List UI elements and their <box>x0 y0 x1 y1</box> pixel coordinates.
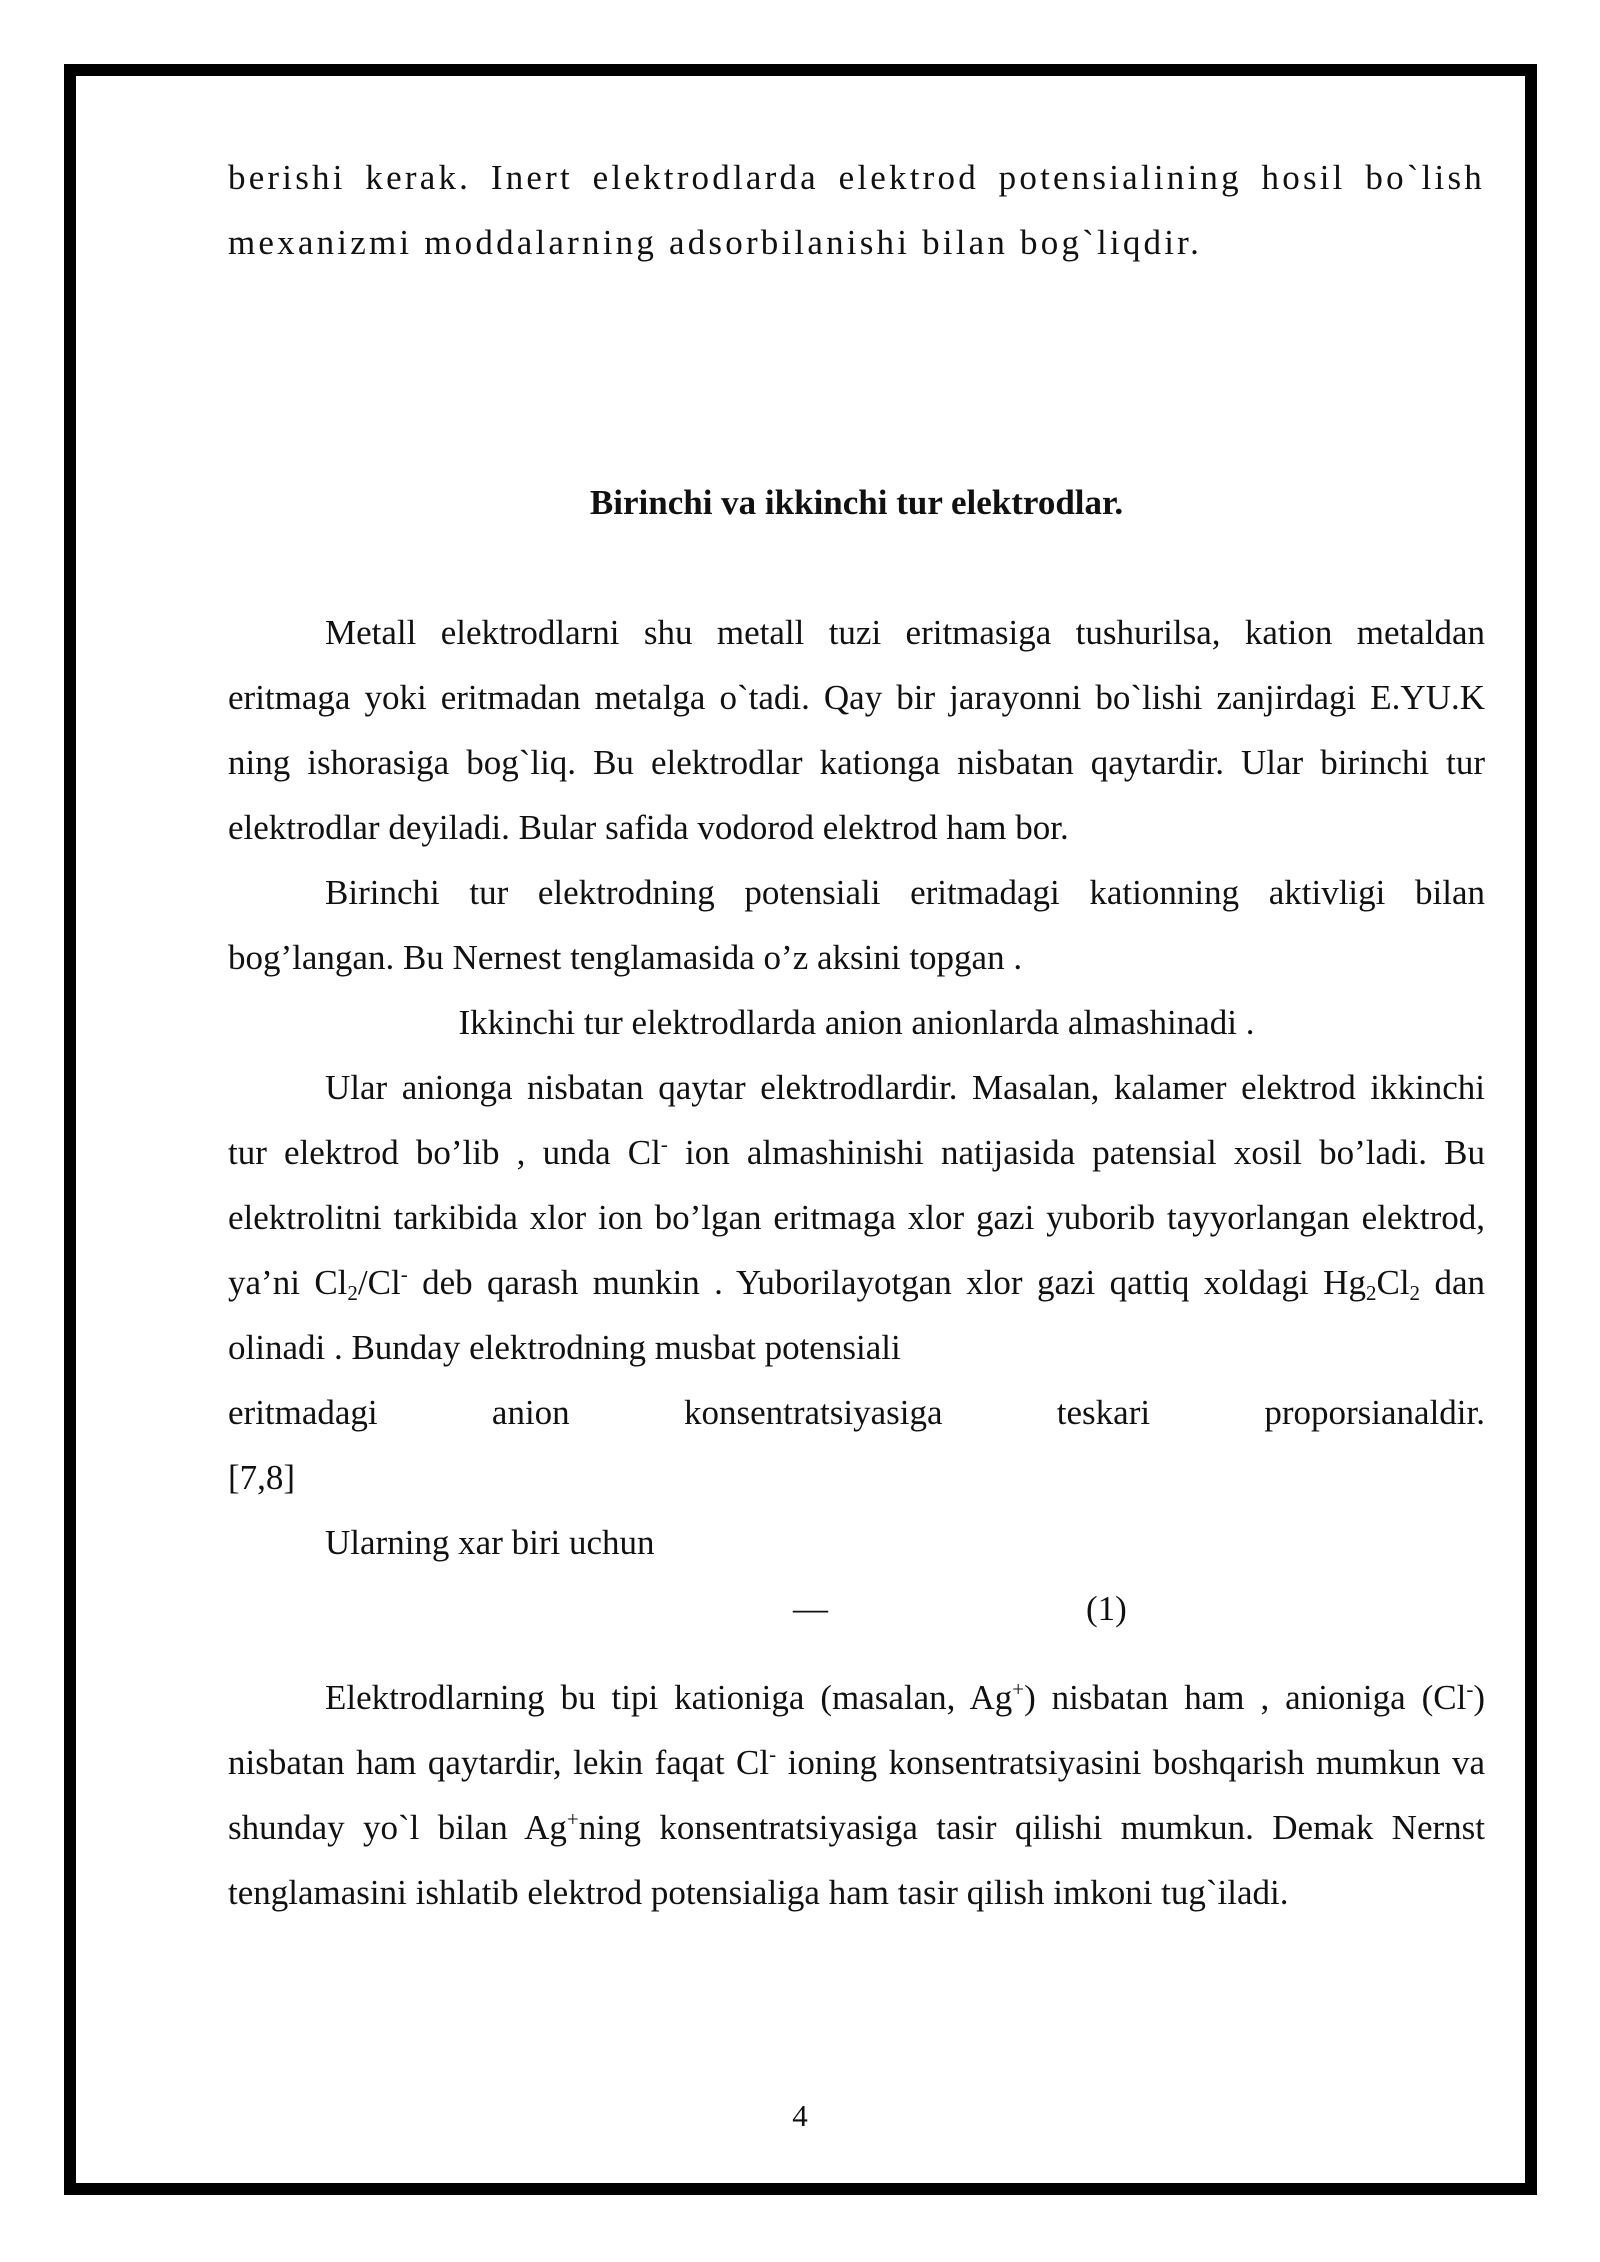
spacer <box>228 275 1485 470</box>
formula-row <box>228 1575 1485 1665</box>
paragraph-5: Ularning xar biri uchun <box>325 1523 655 1562</box>
spacer <box>228 535 1485 600</box>
section-heading: Birinchi va ikkinchi tur elektrodlar. <box>589 483 1124 522</box>
page-number: 4 <box>792 2098 808 2133</box>
paragraph-6: Elektrodlarning bu tipi kationiga (masalan, Ag+) nisbatan ham , anioniga (Cl-) nisbatan ham qaytardir, lekin faqat Cl- ioning konsentratsiyasini boshqarish mumkun va shunday yo`l bilan Ag+ning konsentratsiyasiga tasir qilishi mumkun. Demak Nernst tenglamasini ishlatib elektrod potensialiga ham tasir qilish imkoni tug`iladi. <box>228 1677 1486 1912</box>
formula-fraction-bar: — <box>793 1589 828 1628</box>
paragraph-4: Ular anionga nisbatan qaytar elektrodlardir. Masalan, kalamer elektrod ikkinchi tur elektrod bo’lib , unda Cl- ion almashinishi natijasida patensial xosil bo’ladi. Bu elektrolitni tarkibida xlor ion bo’lgan eritmaga xlor gazi yuborib tayyorlangan elektrod, ya’ni $Cl_2/Cl^-$ deb qarash munkin . Yuborilayotgan xlor gazi qattiq xoldagi $Hg_2Cl_2$ dan olinadi . Bunday elektrodning musbat potensiali <box>228 1068 1485 1367</box>
formula-number: (1) <box>1086 1589 1127 1628</box>
page-content <box>228 145 1485 1925</box>
intro-line-2: mexanizmi moddalarning adsorbilanishi bilan bog`liqdir. <box>228 223 1203 262</box>
intro-line-1: berishi kerak. Inert elektrodlarda elektrod potensialining hosil bo`lish <box>228 158 1485 197</box>
paragraph-2: Birinchi tur elektrodning potensiali eritmadagi kationning aktivligi bilan bog’langan. Bu Nernest tenglamasida o’z aksini topgan . <box>228 873 1485 977</box>
paragraph-4-last-line: eritmadagi anion konsentratsiyasiga teskari proporsianaldir. <box>228 1393 1485 1432</box>
paragraph-1: Metall elektrodlarni shu metall tuzi eritmasiga tushurilsa, kation metaldan eritmaga yoki eritmadan metalga o`tadi. Qay bir jarayonni bo`lishi zanjirdagi E.YU.K ning ishorasiga bog`liq. Bu elektrodlar kationga nisbatan qaytardir. Ular birinchi tur elektrodlar deyiladi. Bular safida vodorod elektrod ham bor. <box>228 613 1485 847</box>
reference-citation: [7,8] <box>228 1458 296 1497</box>
paragraph-3: Ikkinchi tur elektrodlarda anion anionlarda almashinadi . <box>458 1003 1255 1042</box>
